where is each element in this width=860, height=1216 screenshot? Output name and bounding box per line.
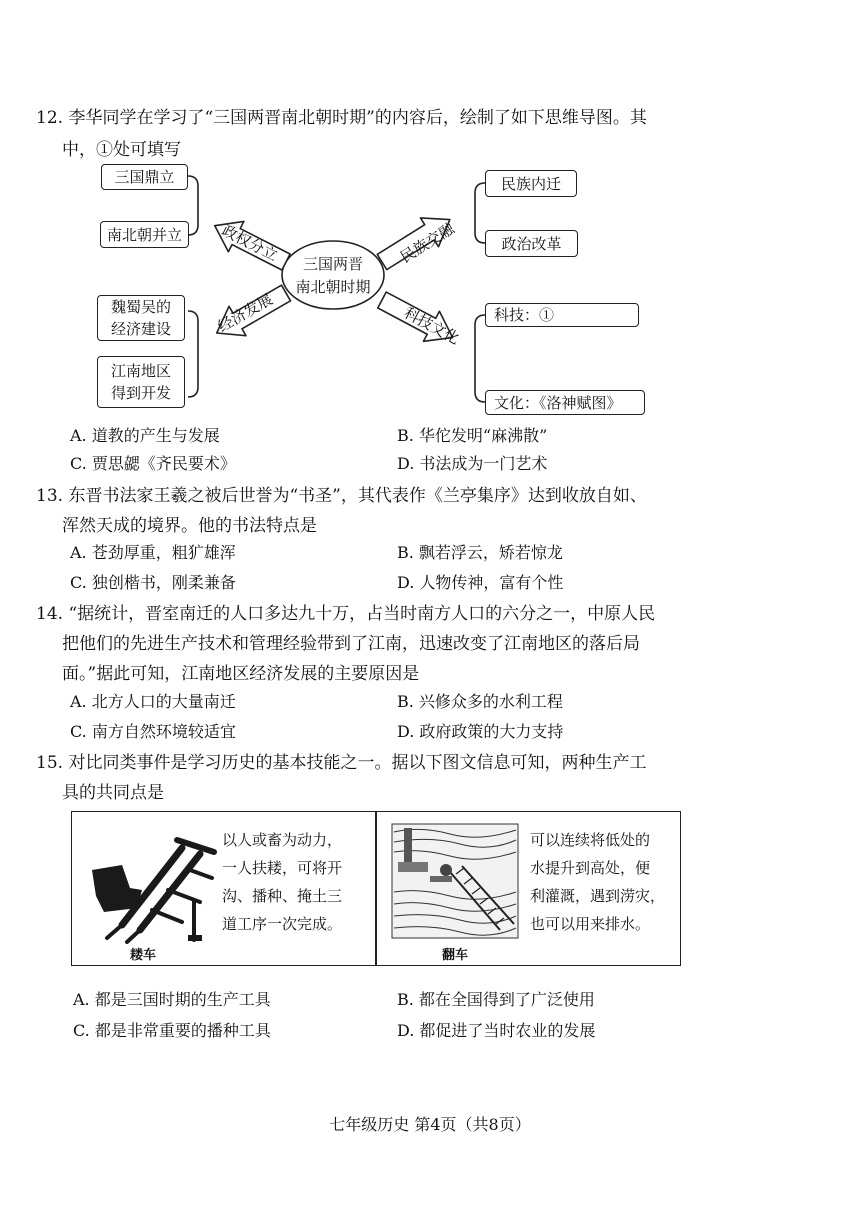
q14-stem-line3: 面。”据此可知，江南地区经济发展的主要原因是	[62, 664, 420, 684]
box-culture: 文化：《洛神赋图》	[485, 390, 645, 415]
q14-option-d[interactable]: D. 政府政策的大力支持	[397, 722, 564, 741]
louche-text-line: 以人或畜为动力，	[222, 831, 343, 849]
box-jiangnan-line1: 江南地区	[110, 362, 171, 380]
page-footer: 七年级历史 第4页（共8页）	[329, 1115, 531, 1134]
fanche-description	[530, 826, 665, 938]
fanche-text-line: 利灌溉，遇到涝灾，	[530, 887, 666, 905]
fanche-text-line: 也可以用来排水。	[530, 915, 651, 933]
box-wsw-line1: 魏蜀吴的	[110, 298, 171, 316]
q14-stem-line2: 把他们的先进生产技术和管理经验带到了江南，迅速改变了江南地区的落后局	[62, 634, 640, 654]
q13-stem-line1: 13. 东晋书法家王羲之被后世誉为“书圣”，其代表作《兰亭集序》达到收放自如、	[36, 486, 647, 506]
box-north-south: 南北朝并立	[100, 221, 189, 248]
mindmap-center-line1: 三国两晋	[302, 255, 363, 273]
q13-option-c[interactable]: C. 独创楷书，刚柔兼备	[70, 573, 236, 592]
louche-caption: 耧车	[130, 948, 157, 963]
q14-option-a[interactable]: A. 北方人口的大量南迁	[70, 692, 236, 711]
q15-option-d[interactable]: D. 都促进了当时农业的发展	[397, 1021, 596, 1040]
q14-option-b[interactable]: B. 兴修众多的水利工程	[397, 692, 563, 711]
q13-option-a[interactable]: A. 苍劲厚重，粗犷雄浑	[70, 543, 236, 562]
louche-text-line: 一人扶耧，可将开	[222, 859, 343, 877]
fanche-text-line: 可以连续将低处的	[530, 831, 651, 849]
q12-option-d[interactable]: D. 书法成为一门艺术	[397, 454, 548, 473]
louche-illustration	[82, 830, 222, 950]
fanche-caption: 翻车	[442, 948, 469, 963]
mindmap-center-line2: 南北朝时期	[295, 278, 371, 296]
q12-option-b[interactable]: B. 华佗发明“麻沸散”	[397, 426, 548, 445]
q13-option-b[interactable]: B. 飘若浮云，矫若惊龙	[397, 543, 563, 562]
q14-stem-line1: 14. “据统计，晋室南迁的人口多达九十万，占当时南方人口的六分之一，中原人民	[36, 604, 656, 624]
box-reform: 政治改革	[485, 230, 578, 257]
q12-stem-line1: 12. 李华同学在学习了“三国两晋南北朝时期”的内容后，绘制了如下思维导图。其	[36, 108, 647, 128]
louche-text-line: 道工序一次完成。	[222, 915, 343, 933]
q15-option-a[interactable]: A. 都是三国时期的生产工具	[73, 990, 271, 1009]
louche-description	[222, 826, 342, 938]
tools-comparison-table	[71, 811, 681, 966]
fanche-text-line: 水提升到高处，便	[530, 859, 651, 877]
q12-stem-line2: 中，①处可填写	[62, 140, 181, 160]
box-jiangnan-line2: 得到开发	[110, 384, 171, 402]
q15-stem-line1: 15. 对比同类事件是学习历史的基本技能之一。据以下图文信息可知，两种生产工	[36, 753, 647, 773]
branch-label-political: 政权分立	[218, 221, 281, 265]
box-wsw-economy	[97, 295, 185, 341]
fanche-illustration	[390, 822, 520, 940]
q15-stem-line2: 具的共同点是	[62, 783, 164, 803]
q12-option-c[interactable]: C. 贾思勰《齐民要术》	[70, 454, 236, 473]
table-divider	[375, 812, 377, 965]
q14-option-c[interactable]: C. 南方自然环境较适宜	[70, 722, 236, 741]
box-wsw-line2: 经济建设	[110, 320, 171, 338]
box-tech: 科技：①	[485, 303, 639, 327]
branch-label-economy: 经济发展	[214, 290, 276, 336]
q15-option-b[interactable]: B. 都在全国得到了广泛使用	[397, 990, 595, 1009]
box-migration: 民族内迁	[485, 170, 577, 197]
box-three-kingdoms: 三国鼎立	[101, 164, 188, 190]
box-jiangnan	[97, 356, 185, 408]
q15-option-c[interactable]: C. 都是非常重要的播种工具	[73, 1021, 271, 1040]
q12-option-a[interactable]: A. 道教的产生与发展	[70, 426, 220, 445]
louche-text-line: 沟、播种、掩土三	[222, 887, 343, 905]
branch-label-ethnic: 民族交融	[397, 219, 458, 267]
q13-option-d[interactable]: D. 人物传神，富有个性	[397, 573, 564, 592]
q13-stem-line2: 浑然天成的境界。他的书法特点是	[62, 516, 317, 536]
branch-label-culture: 科技文化	[401, 303, 463, 348]
